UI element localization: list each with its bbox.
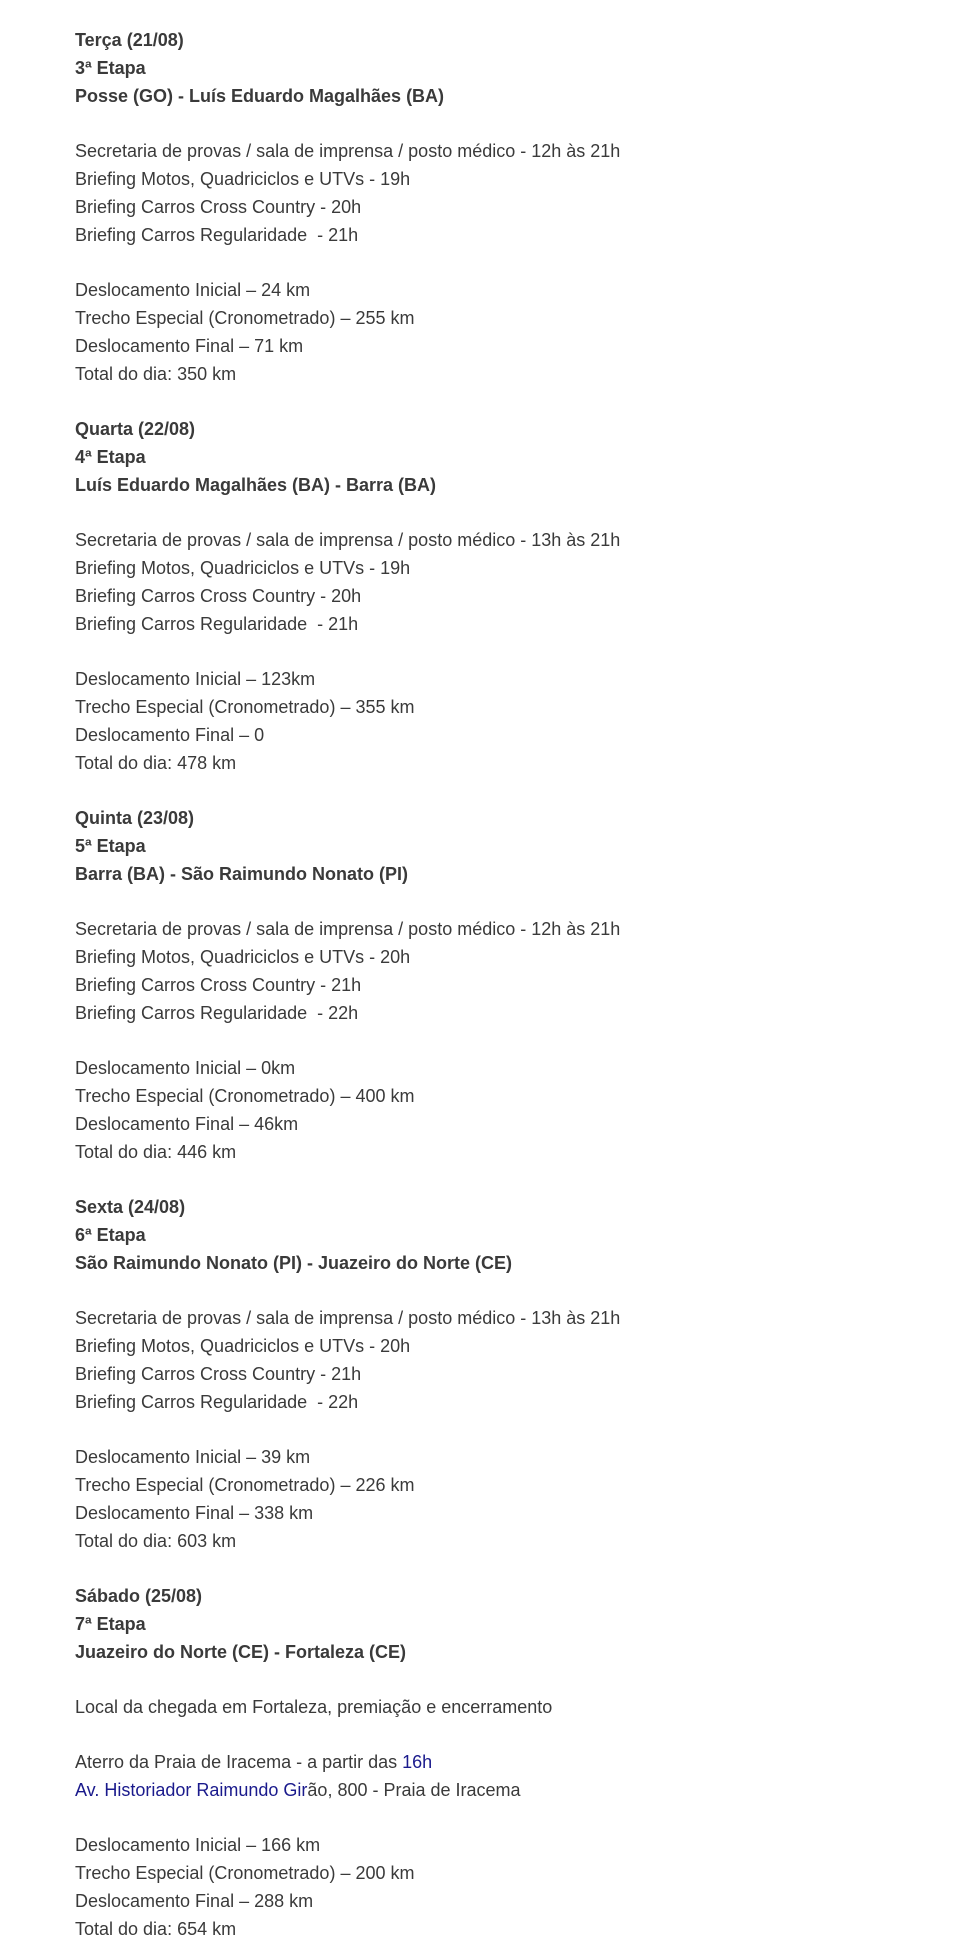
schedule-item: Briefing Motos, Quadriciclos e UTVs - 19h [75,558,411,578]
stage-route: Posse (GO) - Luís Eduardo Magalhães (BA) [75,86,445,106]
address-link[interactable]: Av. Historiador Raimundo Gir [75,1780,308,1800]
distance-item: Trecho Especial (Cronometrado) – 355 km [75,697,415,717]
stage-block [75,804,979,1166]
venue-text: Aterro da Praia de Iracema - a partir das [75,1752,403,1772]
stage-number: 7ª Etapa [75,1614,146,1634]
stage-route: Barra (BA) - São Raimundo Nonato (PI) [75,864,409,884]
distance-item: Deslocamento Inicial – 123km [75,669,316,689]
distance-item: Deslocamento Final – 46km [75,1114,299,1134]
stage-day: Quinta (23/08) [75,808,195,828]
schedule-item: Secretaria de provas / sala de imprensa / posto médico - 13h às 21h [75,1308,621,1328]
stage-block [75,1193,979,1555]
stage-day: Quarta (22/08) [75,419,196,439]
stage-block [75,415,979,777]
distance-item: Trecho Especial (Cronometrado) – 226 km [75,1475,415,1495]
distance-item: Deslocamento Inicial – 24 km [75,280,311,300]
schedule-item: Briefing Carros Cross Country - 20h [75,586,362,606]
stage-route: Juazeiro do Norte (CE) - Fortaleza (CE) [75,1642,407,1662]
distance-item: Trecho Especial (Cronometrado) – 200 km [75,1863,415,1883]
distance-item: Trecho Especial (Cronometrado) – 400 km [75,1086,415,1106]
schedule-item: Briefing Carros Cross Country - 20h [75,197,362,217]
stage-route: São Raimundo Nonato (PI) - Juazeiro do Norte (CE) [75,1253,513,1273]
venue-line [75,1748,979,1776]
stage-day: Terça (21/08) [75,30,184,50]
schedule-item: Briefing Carros Cross Country - 21h [75,975,362,995]
distance-item: Deslocamento Final – 338 km [75,1503,314,1523]
distance-item: Deslocamento Inicial – 39 km [75,1447,311,1467]
schedule-item: Secretaria de provas / sala de imprensa / posto médico - 13h às 21h [75,530,621,550]
schedule-item: Briefing Motos, Quadriciclos e UTVs - 19h [75,169,411,189]
day-total: Total do dia: 478 km [75,753,237,773]
stage-number: 6ª Etapa [75,1225,146,1245]
distance-item: Deslocamento Inicial – 0km [75,1058,296,1078]
stage-number: 5ª Etapa [75,836,146,856]
stage-route: Luís Eduardo Magalhães (BA) - Barra (BA) [75,475,437,495]
arrival-heading: Local da chegada em Fortaleza, premiação e encerramento [75,1697,553,1717]
schedule-item: Briefing Carros Regularidade - 22h [75,1392,359,1412]
address-rest: ão, 800 - Praia de Iracema [307,1780,521,1800]
day-total: Total do dia: 603 km [75,1531,237,1551]
schedule-item: Secretaria de provas / sala de imprensa / posto médico - 12h às 21h [75,141,621,161]
schedule-item: Briefing Carros Regularidade - 22h [75,1003,359,1023]
schedule-item: Briefing Motos, Quadriciclos e UTVs - 20h [75,947,411,967]
distance-item: Deslocamento Final – 71 km [75,336,304,356]
distance-item: Deslocamento Inicial – 166 km [75,1835,321,1855]
stage-day: Sábado (25/08) [75,1586,203,1606]
stage-day: Sexta (24/08) [75,1197,186,1217]
venue-time-link[interactable]: 16h [402,1752,433,1772]
distance-item: Trecho Especial (Cronometrado) – 255 km [75,308,415,328]
schedule-item: Briefing Carros Cross Country - 21h [75,1364,362,1384]
stage-block [75,26,979,388]
schedule-item: Briefing Carros Regularidade - 21h [75,225,359,245]
schedule-item: Secretaria de provas / sala de imprensa / posto médico - 12h às 21h [75,919,621,939]
distance-item: Deslocamento Final – 0 [75,725,265,745]
day-total: Total do dia: 446 km [75,1142,237,1162]
distance-item: Deslocamento Final – 288 km [75,1891,314,1911]
stage-number: 4ª Etapa [75,447,146,467]
final-stage-block [75,1582,979,1943]
schedule-item: Briefing Motos, Quadriciclos e UTVs - 20h [75,1336,411,1356]
address-line [75,1776,979,1804]
day-total: Total do dia: 350 km [75,364,237,384]
schedule-item: Briefing Carros Regularidade - 21h [75,614,359,634]
stage-number: 3ª Etapa [75,58,146,78]
day-total: Total do dia: 654 km [75,1919,237,1939]
